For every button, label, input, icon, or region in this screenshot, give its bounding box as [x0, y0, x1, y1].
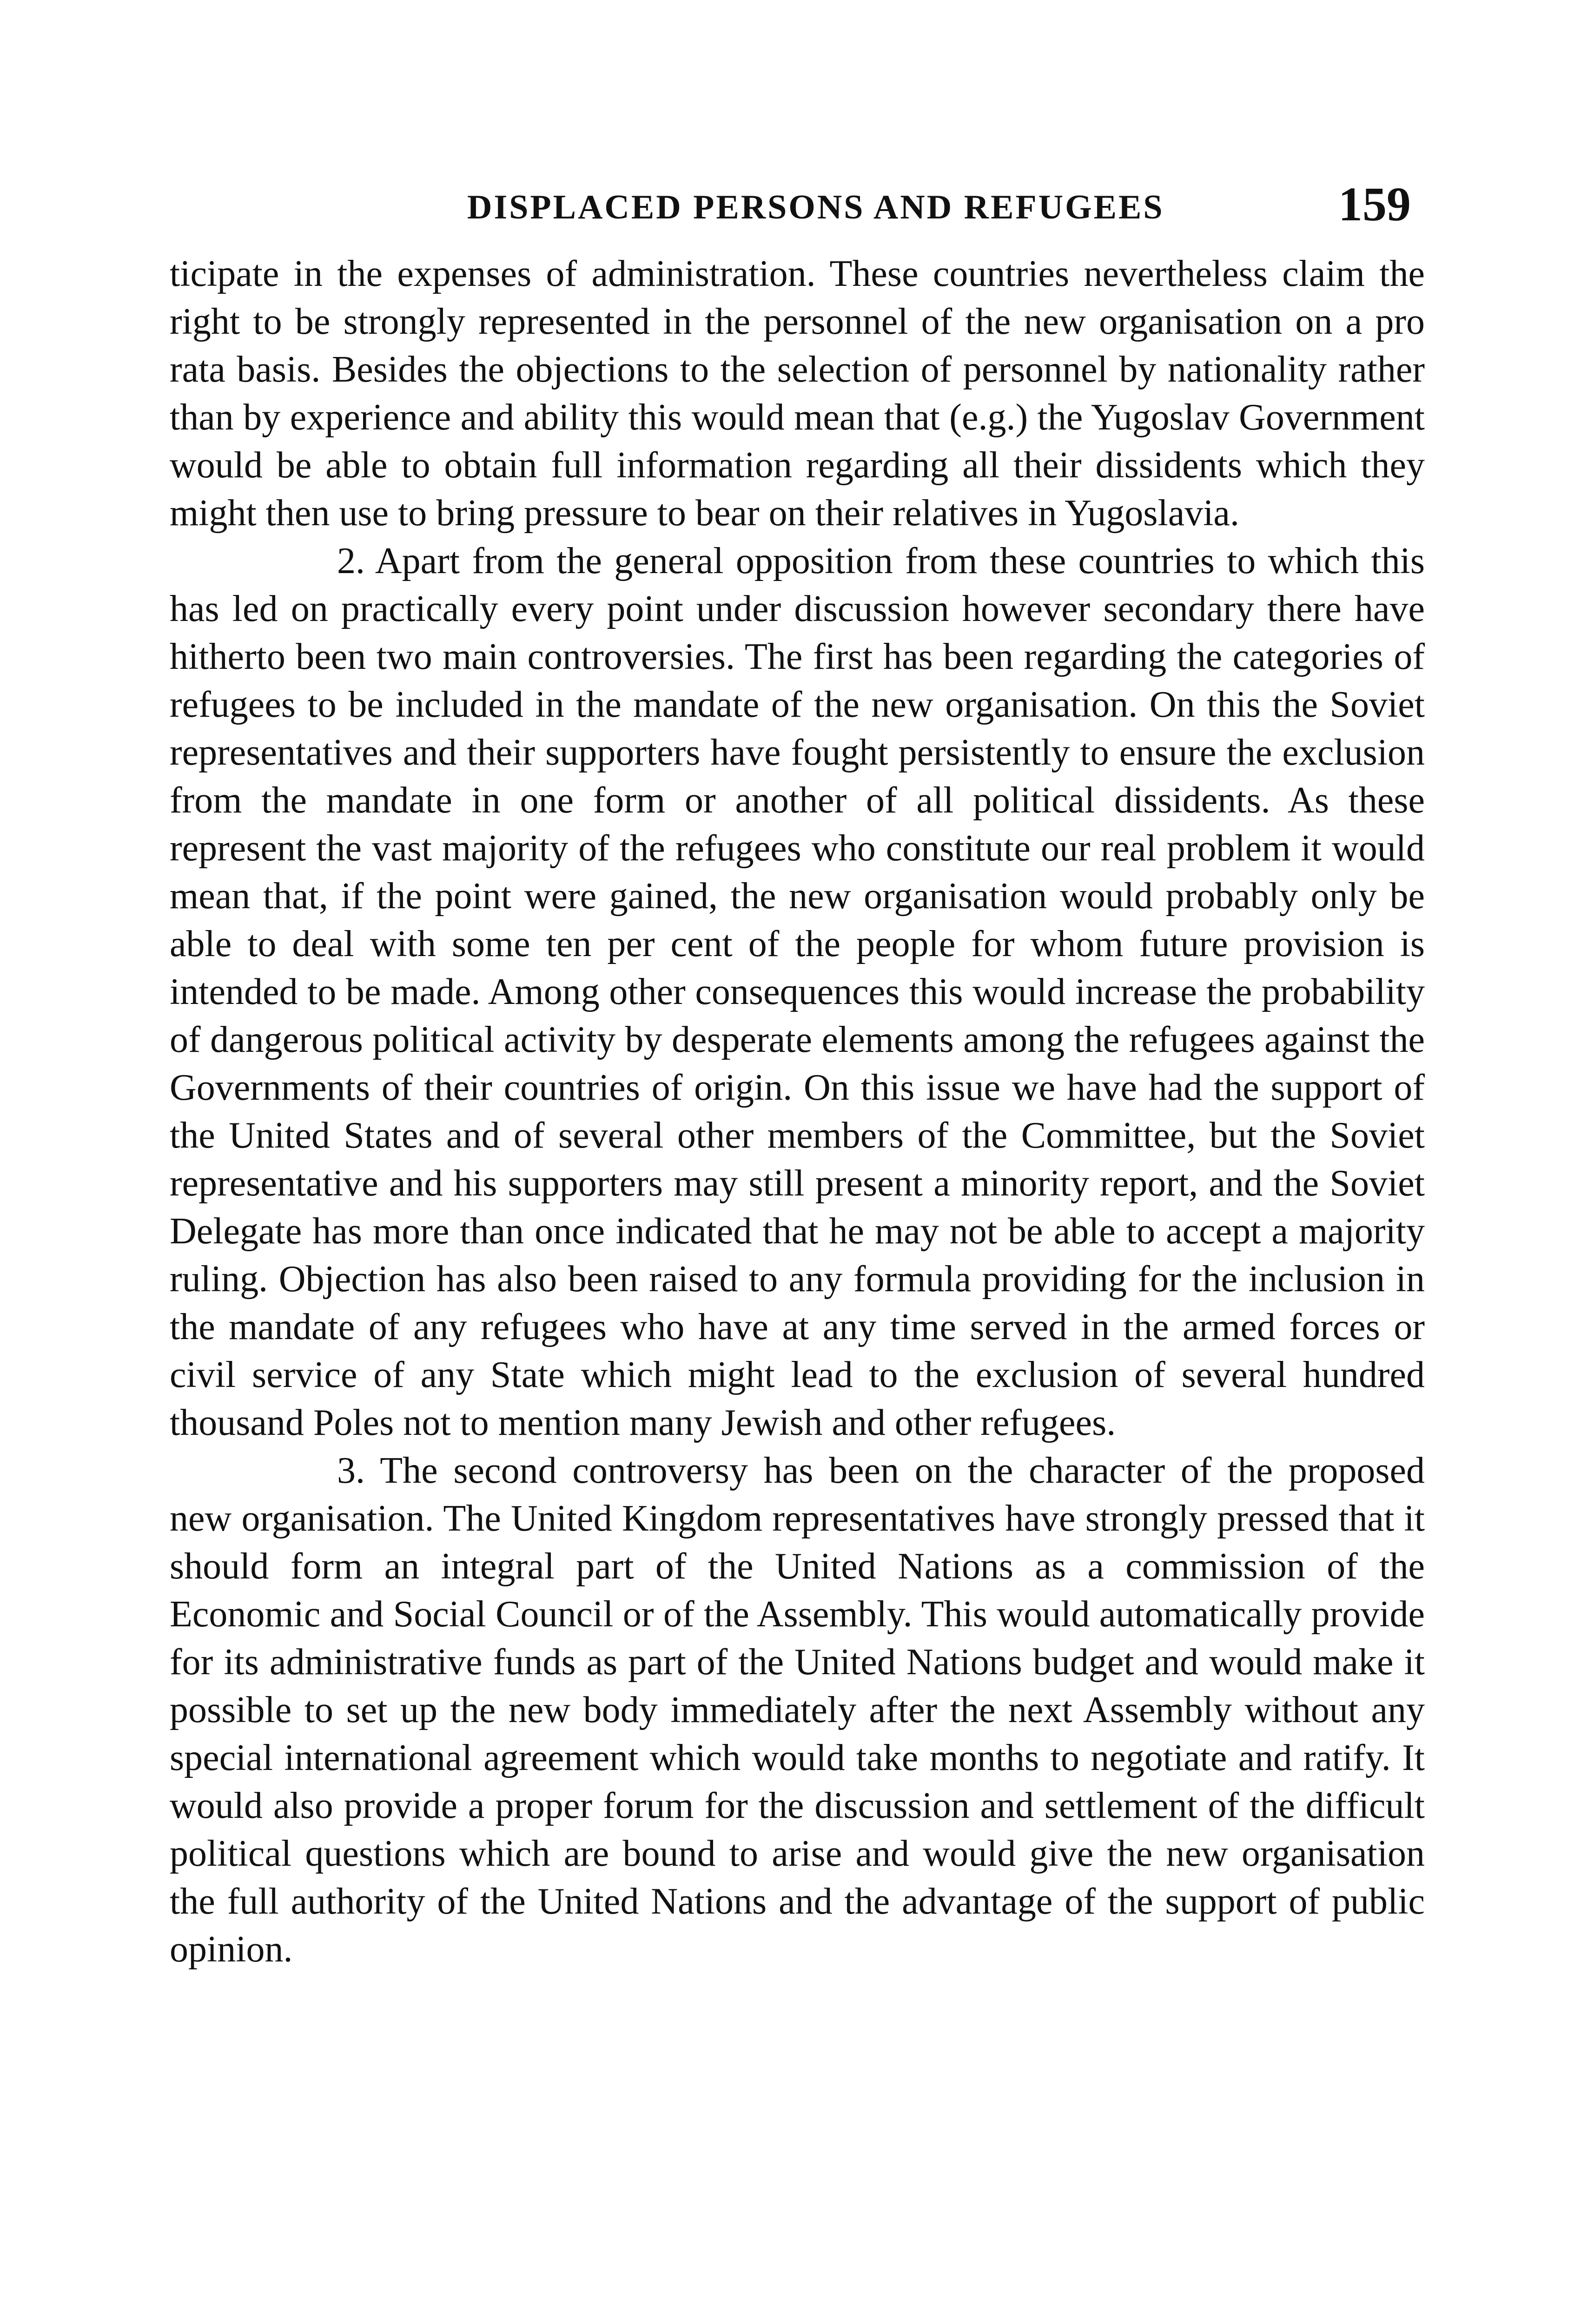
page-number: 159	[1338, 178, 1411, 231]
paragraph-continuation: ticipate in the expenses of administration. These countries nevertheless claim the right to be strongly represented in the personnel of the new organisation on a pro rata basis. Besides the objections to the selection of personnel by nationality rather than by experience and ability this would mean that (e.g.) the Yugoslav Government would be able to obtain full information regarding all their dissidents which they might then use to bring pressure to bear on their relatives in Yugoslavia.	[170, 253, 1425, 534]
paragraph-2: 2. Apart from the general opposition from these countries to which this has led on practically every point under discussion however secondary there have hitherto been two main controversies. The first has been regarding the categories of refugees to be included in the mandate of the new organisation. On this the Soviet representatives and their supporters have fought persistently to ensure the exclusion from the mandate in one form or another of all political dissidents. As these represent the vast majority of the refugees who constitute our real problem it would mean that, if the point were gained, the new organisation would probably only be able to deal with some ten per cent of the people for whom future provision is intended to be made. Among other consequences this would increase the probability of dangerous political activity by desperate elements among the refugees against the Governments of their countries of origin. On this issue we have had the support of the United States and of several other members of the Committee, but the Soviet representative and his supporters may still present a minority report, and the Soviet Delegate has more than once indicated that he may not be able to accept a majority ruling. Objection has also been raised to any formula providing for the inclusion in the mandate of any refugees who have at any time served in the armed forces or civil service of any State which might lead to the exclusion of several hundred thousand Poles not to mention many Jewish and other refugees.	[170, 541, 1425, 1443]
paragraph-3: 3. The second controversy has been on the character of the proposed new organisation. The United Kingdom representatives have strongly pressed that it should form an integral part of the United Nations as a commission of the Economic and Social Council or of the Assembly. This would automatically provide for its administrative funds as part of the United Nations budget and would make it possible to set up the new body immediately after the next Assembly without any special international agreement which would take months to negotiate and ratify. It would also provide a proper forum for the discussion and settlement of the difficult political questions which are bound to arise and would give the new organisation the full authority of the United Nations and the advantage of the support of public opinion.	[170, 1450, 1425, 1970]
body-text	[170, 250, 1425, 1974]
running-title: DISPLACED PERSONS AND REFUGEES	[467, 188, 1164, 226]
running-header	[170, 177, 1425, 237]
